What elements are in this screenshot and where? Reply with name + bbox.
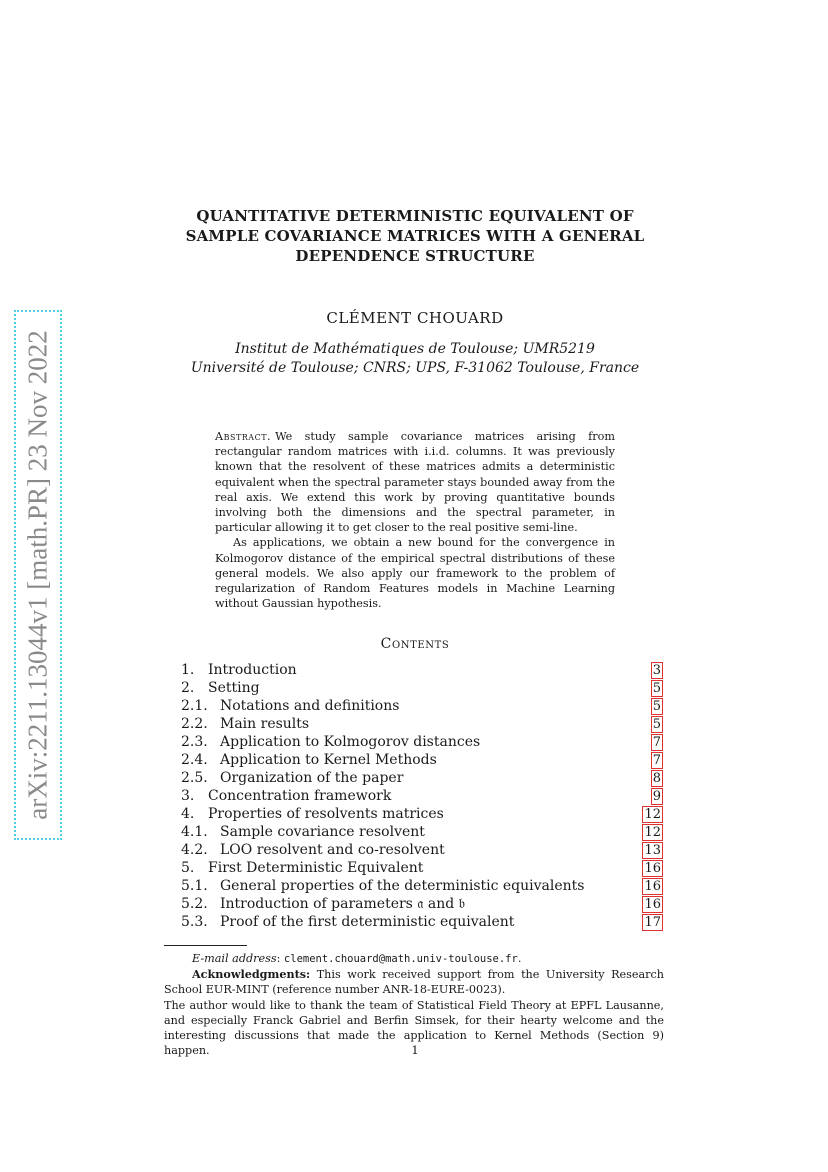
email-label: E-mail address <box>192 952 277 965</box>
toc-entry-number: 5. <box>181 860 195 876</box>
abstract <box>215 429 615 611</box>
toc-entry[interactable] <box>181 769 663 787</box>
toc-entry-number: 4.1. <box>181 824 208 840</box>
toc-page-link[interactable]: 7 <box>652 735 661 750</box>
toc-entry[interactable] <box>181 715 663 733</box>
toc-entry-number: 5.3. <box>181 914 208 930</box>
toc-entry[interactable] <box>181 841 663 859</box>
toc-entry-number: 2.5. <box>181 770 208 786</box>
acknowledgments-label: Acknowledgments: <box>192 967 311 982</box>
toc-page-link[interactable]: 12 <box>644 825 661 840</box>
toc-entry-number: 2.3. <box>181 734 208 750</box>
toc-page-link[interactable]: 12 <box>644 807 661 822</box>
toc-entry[interactable] <box>181 733 663 751</box>
email-footnote: E-mail address: clement.chouard@math.univ-toulouse.fr. <box>192 952 522 965</box>
toc-entry-title: Concentration framework <box>208 788 392 804</box>
toc-entry-title: Sample covariance resolvent <box>220 824 425 840</box>
toc-entry-number: 4. <box>181 806 195 822</box>
toc-page-link[interactable]: 8 <box>652 771 661 786</box>
toc-page-link[interactable]: 17 <box>644 915 661 930</box>
toc-entry[interactable] <box>181 895 663 913</box>
toc-page-link[interactable]: 16 <box>644 897 661 912</box>
toc-entry-number: 4.2. <box>181 842 208 858</box>
abstract-text: We study sample covariance matrices arising from rectangular random matrices with i.i.d. columns. It was previously known that the resolvent of these matrices admits a deterministic equivalent when the spectral parameter stays bounded away from the real axis. We extend this work by proving quantitative bounds involving both the dimensions and the spectral parameter, in particular allowing it to get closer to the real positive semi-line. <box>215 430 615 535</box>
toc-entry-title: General properties of the deterministic equivalents <box>220 878 585 894</box>
toc-entry[interactable] <box>181 859 663 877</box>
toc-entry-number: 2. <box>181 680 195 696</box>
toc-page-link[interactable]: 16 <box>644 861 661 876</box>
toc-page-link[interactable]: 7 <box>652 753 661 768</box>
footnote-rule <box>164 945 247 946</box>
toc-entry-title: Notations and definitions <box>220 698 400 714</box>
abstract-label: Abstract. <box>215 430 272 443</box>
toc-entry[interactable] <box>181 877 663 895</box>
abstract-paragraph: As applications, we obtain a new bound for the convergence in Kolmogorov distance of the empirical spectral distributions of these general models. We also apply our framework to the problem of regularization of Random Features models in Machine Learning without Gaussian hypothesis. <box>215 536 615 611</box>
toc-entry[interactable] <box>181 661 663 679</box>
toc-entry-title: Introduction of parameters 𝔞 and 𝔟 <box>220 896 466 912</box>
toc-entry-number: 1. <box>181 662 195 678</box>
toc-page-link[interactable]: 5 <box>652 681 661 696</box>
toc-entry[interactable] <box>181 751 663 769</box>
toc-entry-title: Main results <box>220 716 310 732</box>
toc-entry-title: Properties of resolvents matrices <box>208 806 444 822</box>
toc-entry-title: Application to Kolmogorov distances <box>220 734 481 750</box>
paper-title <box>170 206 660 266</box>
toc-entry[interactable] <box>181 679 663 697</box>
toc-entry-title: First Deterministic Equivalent <box>208 860 424 876</box>
toc-entry[interactable] <box>181 823 663 841</box>
page-number: 1 <box>411 1043 419 1057</box>
toc-entry[interactable] <box>181 913 663 931</box>
acknowledgments <box>164 967 664 997</box>
toc-page-link[interactable]: 16 <box>644 879 661 894</box>
author-name: CLÉMENT CHOUARD <box>326 309 504 327</box>
acknowledgments-text: This work received support from the University Research School EUR-MINT (reference number ANR-18-EURE-0023). <box>164 968 664 997</box>
toc-entry-number: 2.1. <box>181 698 208 714</box>
affiliation <box>170 340 660 378</box>
title-line: SAMPLE COVARIANCE MATRICES WITH A GENERAL <box>185 227 645 245</box>
arxiv-identifier[interactable]: arXiv:2211.13044v1 [math.PR] 23 Nov 2022 <box>22 330 53 820</box>
toc-entry-number: 3. <box>181 788 195 804</box>
toc-page-link[interactable]: 13 <box>644 843 661 858</box>
toc-entry-number: 2.2. <box>181 716 208 732</box>
email-address[interactable]: clement.chouard@math.univ-toulouse.fr <box>283 953 518 965</box>
table-of-contents <box>181 661 663 931</box>
toc-entry-title: Introduction <box>208 662 297 678</box>
title-line: DEPENDENCE STRUCTURE <box>295 247 535 265</box>
title-line: QUANTITATIVE DETERMINISTIC EQUIVALENT OF <box>196 207 634 225</box>
affiliation-line: Institut de Mathématiques de Toulouse; UMR5219 <box>235 341 595 357</box>
thanks-note: The author would like to thank the team of Statistical Field Theory at EPFL Lausanne, and especially Franck Gabriel and Berfin Simsek, for their hearty welcome and the interesting discussions that made the application to Kernel Methods (Section 9) happen. <box>164 998 664 1058</box>
contents-heading: Contents <box>380 636 450 652</box>
toc-page-link[interactable]: 5 <box>652 717 661 732</box>
toc-entry[interactable] <box>181 787 663 805</box>
affiliation-line: Université de Toulouse; CNRS; UPS, F-31062 Toulouse, France <box>190 360 640 376</box>
toc-entry-title: LOO resolvent and co-resolvent <box>220 842 445 858</box>
toc-entry[interactable] <box>181 805 663 823</box>
toc-entry-number: 5.2. <box>181 896 208 912</box>
toc-entry-title: Setting <box>208 680 260 696</box>
toc-entry[interactable] <box>181 697 663 715</box>
toc-page-link[interactable]: 3 <box>652 663 661 678</box>
toc-entry-title: Application to Kernel Methods <box>220 752 437 768</box>
toc-entry-number: 5.1. <box>181 878 208 894</box>
toc-entry-title: Proof of the first deterministic equivalent <box>220 914 515 930</box>
toc-page-link[interactable]: 5 <box>652 699 661 714</box>
toc-page-link[interactable]: 9 <box>652 789 661 804</box>
toc-entry-title: Organization of the paper <box>220 770 404 786</box>
toc-entry-number: 2.4. <box>181 752 208 768</box>
arxiv-sidebar[interactable] <box>14 310 62 840</box>
abstract-paragraph <box>215 429 615 535</box>
